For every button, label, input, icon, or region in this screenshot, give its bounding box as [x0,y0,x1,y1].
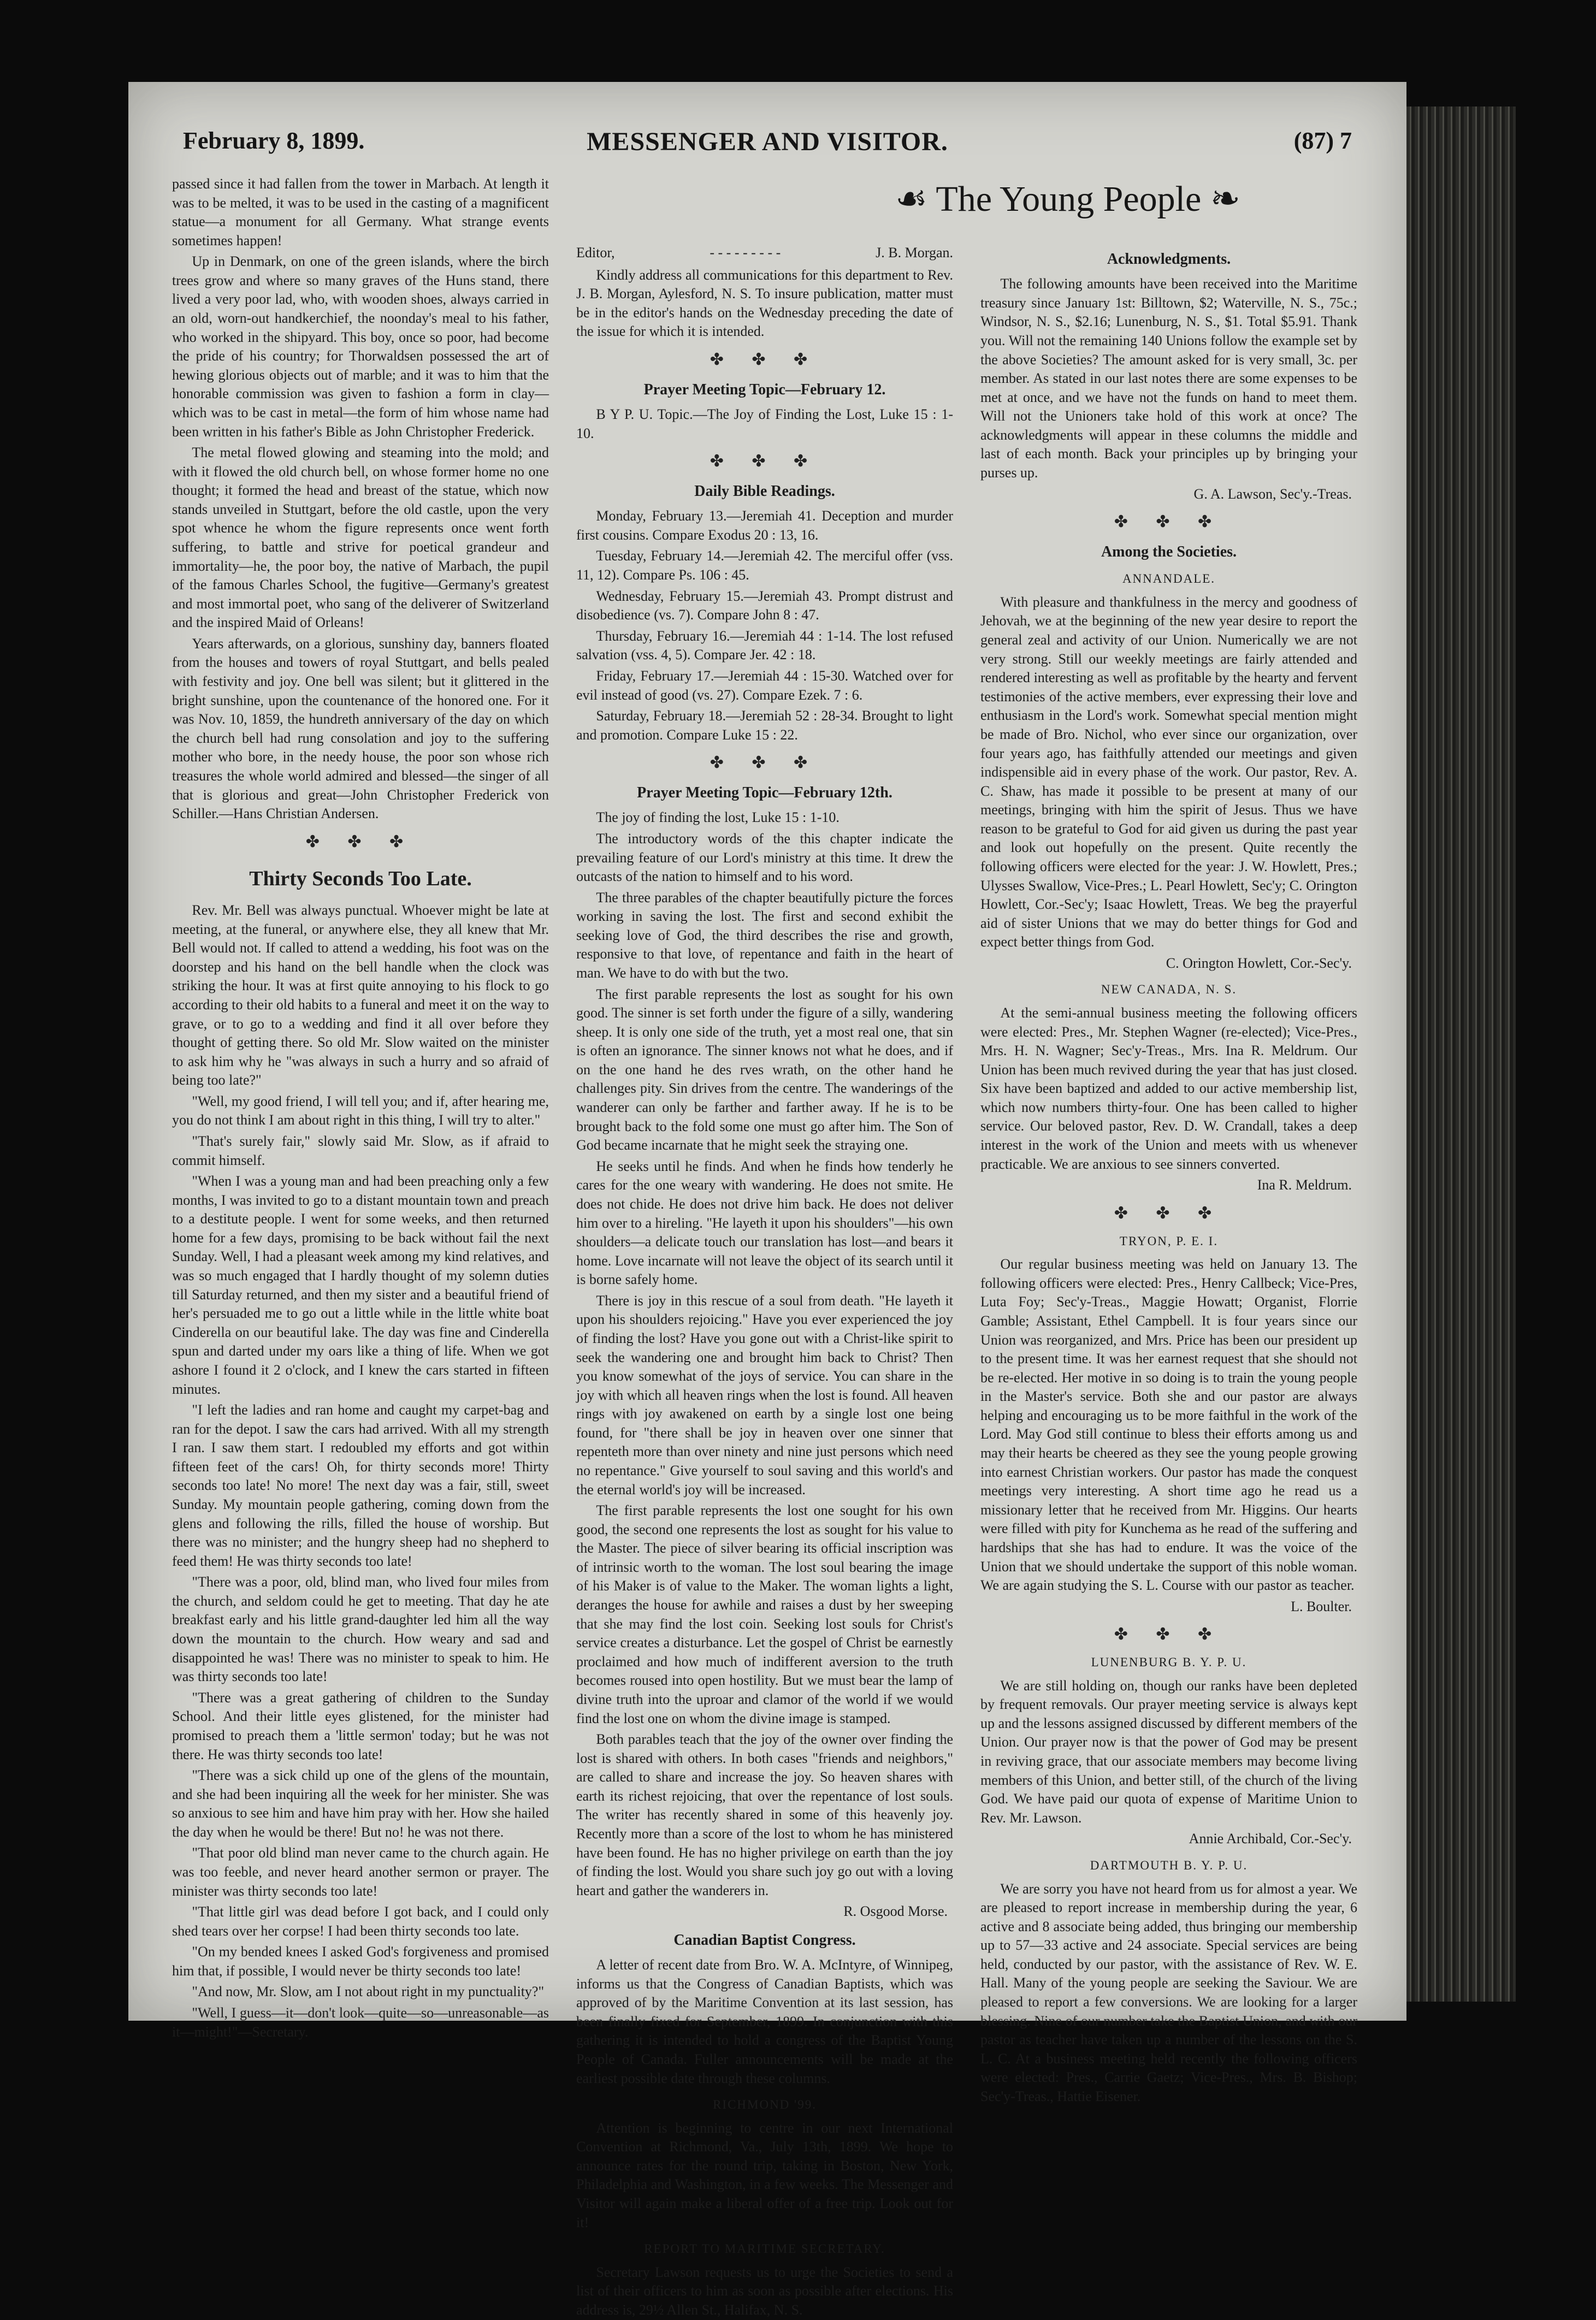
subheading: Acknowledgments. [1107,251,1231,268]
paragraph: The first parable represents the lost as sought for his own good. The sinner is set forth under the figure of a silly, wandering sheep. It is only one side of the truth, yet a most real one, that sin is often an ignorance. The sinner knows not what he does, and if on the one hand he des rves wrath, on the other hand he challenges pity. Sin drives from the centre. The wanderings of the wanderer can only be farther and farther away. If he is to be brought back to the fold some one must go after him. The Son of God became incarnate that he might seek the straying one. [576,986,953,1153]
reading: Wednesday, February 15.—Jeremiah 43. Prompt distrust and disobedience (vs. 7). Compare John 8 : 47. [576,588,953,623]
paragraph: We are sorry you have not heard from us for almost a year. We are pleased to report increase in membership during the year, 6 active and 8 associate being added, thus bringing our membership up to 57—33 active and 24 associate. Special services are being held, conducted by our pastor, with the assistance of Rev. W. E. Hall. Many of the young people are seeking the Saviour. We are pleased to report a few conversions. We are looking for a larger blessing. Nine of our number take the Baptist Union, and with our pastor as teacher have taken up a number of the lessons on the S. L. C. At a business meeting held recently the following officers were elected: Pres., Carrie Gaetz; Vice-Pres., Mrs. B. Bishop; Sec'y-Treas., Hattie Eisener. [980,1880,1357,2104]
signature: G. A. Lawson, Sec'y.-Treas. [1193,486,1352,502]
reading: Saturday, February 18.—Jeremiah 52 : 28-34. Brought to light and promotion. Compare Luke 15 : 22. [576,708,953,743]
separator-ornament: ✤ ✤ ✤ [1114,1204,1224,1222]
page-header [183,127,1352,165]
signature: C. Orington Howlett, Cor.-Sec'y. [1166,955,1352,971]
editor-dashes: - - - - - - - - - [710,245,781,261]
paragraph: Up in Denmark, on one of the green islands, where the birch trees grow and where so many graves of the Huns stand, there lived a very poor lad, who, with wooden shoes, always carried in an old, worn-out handkerchief, the noonday's meal to his father, who worked in the shipyard. This boy, once so poor, had become the pride of his country; for Thorwaldsen possessed the art of hewing glorious objects out of marble; and it was to him that the honorable commission was given to fashion a form in clay—which was to be cast in metal—the form of him whose name had been written in his father's Bible as John Christopher Frederick. [172,253,549,440]
separator-ornament: ✤ ✤ ✤ [305,832,416,851]
paragraph: A letter of recent date from Bro. W. A. McIntyre, of Winnipeg, informs us that the Congress of Canadian Baptists, which was approved of by the Maritime Convention at its last session, has been finally fixed for September, 1899. In conjunction with this gathering it is intended to hold a congress of the Baptist Young People of Canada. Fuller announcements will be made at the earliest possible date through these columns. [576,1957,953,2086]
paragraph: The introductory words of the this chapter indicate the prevailing feature of our Lord's ministry at this time. It drew the outcasts of the nation to himself and to his word. [576,830,953,885]
separator-ornament: ✤ ✤ ✤ [1114,513,1224,531]
paragraph: "I left the ladies and ran home and caught my carpet-bag and ran for the depot. I saw the cars had arrived. With all my strength I ran. I saw them start. I redoubled my efforts and got within fifteen feet of the cars! Oh, for thirty seconds more! Thirty seconds too late! No more! The next day was a fair, still, sweet Sunday. My mountain people gathering, coming down from the glens and following the rills, filled the house of worship. But there was no minister; and the hungry sheep had no shepherd to feed them! He was thirty seconds too late! [172,1402,549,1569]
subheading: Canadian Baptist Congress. [673,1931,856,1949]
signature: Annie Archibald, Cor.-Sec'y. [1189,1831,1352,1847]
paragraph: The first parable represents the lost one sought for his own good, the second one represents the lost as sought for his value to the Master. The piece of silver bearing its official inscription was of intrinsic worth to the woman. The lost soul bearing the image of his Maker is of value to the Maker. The woman lights a light, deranges the house for awhile and raises a dust by her sweeping that she may find the lost coin. Seeking lost souls for Christ's service creates a disturbance. Let the gospel of Christ be earnestly proclaimed and how much of indifferent aversion to the truth becomes roused into open hostility. But we must bear the lamp of divine truth into the uproar and clamor of the world if we would find the lost one on whom the divine image is stamped. [576,1502,953,1726]
paragraph: "There was a great gathering of children to the Sunday School. And their little eyes glistened, for the minister had promised to preach them a 'little sermon' today; but he was not there. He was thirty seconds too late! [172,1689,549,1762]
separator-ornament: ✤ ✤ ✤ [710,452,820,471]
reading: Thursday, February 16.—Jeremiah 44 : 1-14. The lost refused salvation (vss. 4, 5). Compare Jer. 42 : 18. [576,628,953,663]
subheading: Prayer Meeting Topic—February 12th. [637,784,892,802]
subheading: LUNENBURG B. Y. P. U. [1091,1655,1247,1670]
paragraph: Both parables teach that the joy of the owner over finding the lost is shared with others. In both cases "friends and neighbors," are called to share and increase the joy. So heaven shares with earth its richest rejoicing, that over the repentance of lost souls. The writer has recently shared in some of this heavenly joy. Recently more than a score of the lost to whom he has ministered have been found. He has no higher privilege on earth than the joy of finding the lost. Would you share such joy go out with a loving heart and gather the wanderers in. [576,1731,953,1898]
editor-label: Editor, [576,245,615,261]
signature: L. Boulter. [1291,1598,1352,1614]
paragraph: "Well, my good friend, I will tell you; and if, after hearing me, you do not think I am about right in this thing, I will try to alter." [172,1093,549,1128]
paragraph: "That little girl was dead before I got back, and I could only shed tears over her corpse! I had been thirty seconds too late. [172,1904,549,1939]
paragraph: Years afterwards, on a glorious, sunshiny day, banners floated from the houses and towers of royal Stuttgart, and bells pealed with festivity and joy. One bell was silent; but it glittered in the bright sunshine, upon the countenance of the honored one. For it was Nov. 10, 1859, the hundreth anniversary of the day on which the church bell had rung consolation and joy to the suffering mother who bore, in the needy house, the poor son whose rich treasures the whole world admired and blessed—the singer of all that is glorious and great—John Christopher Frederick von Schiller.—Hans Christian Andersen. [172,635,549,822]
paragraph: He seeks until he finds. And when he finds how tenderly he cares for the one weary with wandering. He does not smite. He does not chide. He does not drive him back. He does not deliver him over to a hireling. "He layeth it upon his shoulders"—his own shoulders—a delicate touch our translation has lost—and bears it home. Love incarnate will not leave the object of its search until it is borne safely home. [576,1158,953,1288]
subheading: DARTMOUTH B. Y. P. U. [1090,1858,1248,1872]
signature: R. Osgood Morse. [843,1903,948,1920]
newspaper-page [128,82,1406,2318]
paragraph: Kindly address all communications for this department to Rev. J. B. Morgan, Aylesford, N. S. To insure publication, matter must be in the editor's hands on the Wednesday preceding the date of the issue for which it is intended. [576,267,953,340]
section-title: The Young People [936,179,1202,219]
subheading: ANNANDALE. [1122,572,1216,586]
issue-date: February 8, 1899. [183,127,365,154]
paragraph: "On my bended knees I asked God's forgiveness and promised him that, if possible, I would never be thirty seconds too late! [172,1944,549,1979]
subheading: RICHMOND '99. [713,2098,817,2112]
ornament-left-icon: ☙ [895,179,928,219]
separator-ornament: ✤ ✤ ✤ [710,350,820,369]
column-3 [980,240,1357,2104]
subheading: TRYON, P. E. I. [1119,1234,1219,1248]
story-title: Thirty Seconds Too Late. [249,867,472,890]
paragraph: Our regular business meeting was held on January 13. The following officers were elected: Pres., Henry Callbeck; Vice-Pres, Luta Foy; Sec'y-Treas., Maggie Howatt; Organist, Florrie Gamble; Assistant, Ethel Campbell. It is four years since our Union was reorganized, and Mrs. Price has been our president up to the present time. It was her earnest request that she should not be re-elected. Her motive in so doing is to train the young people in the Master's service. Both she and our pastor are always helping and encouraging us to be more faithful in the work of the Lord. May God still continue to bless their efforts among us and may their hearts be cheered as they see the young people growing into earnest Christian workers. Our pastor has made the conquest meetings very interesting. A short time ago he read us a missionary letter that he received from Mr. Higgins. Our hearts were filled with pity for Kunchema as he read of the suffering and hardships that she has had to endure. It was the voice of the Union that we should undertake the support of this noble woman. We are again studying the S. L. Course with our pastor as teacher. [980,1256,1357,1594]
paragraph: "Well, I guess—it—don't look—quite—so—unreasonable—as it—might!"—Secretary. [172,2005,549,2040]
paragraph: "There was a poor, old, blind man, who lived four miles from the church, and seldom could he get to meeting. That day he ate breakfast early and his little grand-daughter led him all the way down the mountain to the church. How weary and sad and disappointed he was! There was no minister to speak to him. He was thirty seconds too late! [172,1574,549,1685]
page-number: (87) 7 [1293,127,1352,154]
subheading: Daily Bible Readings. [694,483,835,500]
reading: Friday, February 17.—Jeremiah 44 : 15-30. Watched over for evil instead of good (vs. 27). Compare Ezek. 7 : 6. [576,667,953,703]
book-spine [1406,106,1516,2002]
paragraph: B Y P. U. Topic.—The Joy of Finding the Lost, Luke 15 : 1-10. [576,406,953,441]
subheading: Prayer Meeting Topic—February 12. [643,381,886,398]
paragraph: Secretary Lawson requests us to urge the Societies to send a list of their officers to him as soon as possible after elections. His address is, 29½ Allen St., Halifax, N. S. [576,2264,953,2318]
paragraph: "When I was a young man and had been preaching only a few months, I was invited to go to a distant mountain town and preach to a destitute people. I went for some weeks, and then returned home for a few days, promising to be back without fail the next Sunday. Well, I had a pleasant week among my kind relatives, and was so much engaged that I hardly thought of my solemn duties till Saturday returned, and then my sister and a beautiful friend of her's persuaded me to go out a little while in the little white boat Cinderella on our beautiful lake. The day was fine and Cinderella spun and darted under my oars like a thing of life. When we got ashore I found it 2 o'clock, and I knew the cars started in fifteen minutes. [172,1173,549,1397]
paragraph: The following amounts have been received into the Maritime treasury since January 1st: Billtown, $2; Waterville, N. S., 75c.; Windsor, N. S., $2.16; Lunenburg, N. S., $1. Total $5.91. Thank you. Will not the remaining 140 Unions follow the example set by the above Societies? The amount asked for is very small, 3c. per member. As stated in our last notes there are some expenses to be met at once, and we have not the funds on hand to meet them. Will not the Unioners take hold of this work at once? The acknowledgments will appear in these columns the middle and last of each month. Back your principles up by bringing your purses up. [980,276,1357,481]
paragraph: "That's surely fair," slowly said Mr. Slow, as if afraid to commit himself. [172,1133,549,1168]
editor-line [576,244,953,263]
separator-ornament: ✤ ✤ ✤ [710,754,820,772]
reading: Monday, February 13.—Jeremiah 41. Deception and murder first cousins. Compare Exodus 20 : 13, 16. [576,508,953,543]
paragraph: With pleasure and thankfulness in the mercy and goodness of Jehovah, we at the beginning of the new year desire to report the general zeal and activity of our Union. Numerically we are not very strong. Still our weekly meetings are fairly attended and rendered interesting as well as profitable by the hearty and fervent testimonies of the active members, ever expressing their love and enthusiasm in the Lord's work. Somewhat special mention might be made of Bro. Nichol, who ever since our organization, over four years ago, has faithfully attended our meetings and given indispensible aid in every phase of the work. Our pastor, Rev. A. C. Shaw, has made it possible to be present at many of our meetings, bringing with him the spirit of Jesus. Thus we have reason to be grateful to God for aid given us during the past year and look out hopefully on the present. Quite recently the following officers were elected for the year: J. W. Howlett, Pres.; Ulysses Swallow, Vice-Pres.; L. Pearl Howlett, Sec'y; C. Orington Howlett, Cor.-Sec'y; Isaac Howlett, Treas. We beg the prayerful aid of sister Unions that we may do better things for God and expect better things from God. [980,594,1357,950]
separator-ornament: ✤ ✤ ✤ [1114,1625,1224,1644]
paragraph: "There was a sick child up one of the glens of the mountain, and she had been inquiring all the week for her minister. She was so anxious to see him and have him pray with her. How she hailed the day when he would be there! But no! he was not there. [172,1767,549,1840]
paragraph: At the semi-annual business meeting the following officers were elected: Pres., Mr. Stephen Wagner (re-elected); Vice-Pres., Mrs. H. N. Wagner; Sec'y-Treas., Mrs. Ina R. Meldrum. Our Union has been much revived during the year that has just closed. Six have been baptized and added to our active membership list, which now numbers thirty-four. One has been called to higher service. Our beloved pastor, Rev. D. W. Crandall, takes a deep interest in the work of the Union and meets with us whenever practicable. We are anxious to see sinners converted. [980,1005,1357,1172]
paragraph: We are still holding on, though our ranks have been depleted by frequent removals. Our prayer meeting service is always kept up and the lessons assigned discussed by different members of the Union. Our prayer now is that the power of God may be present in reviving grace, that our associate members may become living members of this Union, and better still, of the church of the living God. We have paid our quota of expense of Maritime Union to Rev. Mr. Lawson. [980,1677,1357,1826]
masthead: MESSENGER AND VISITOR. [587,127,948,156]
paragraph: Rev. Mr. Bell was always punctual. Whoever might be late at meeting, at the funeral, or anywhere else, they all knew that Mr. Bell would not. If called to attend a wedding, his foot was on the doorstep and his hand on the bell handle when the clock was striking the hour. It was at first quite annoying to his flock to go according to their old habits to a funeral and meet it on the way to grave, or to go to a wedding and find it all over before they thought of getting there. So old Mr. Slow waited on the minister to ask him why he "was always in such a hurry and so afraid of being too late?" [172,902,549,1088]
signature: Ina R. Meldrum. [1257,1177,1352,1193]
paragraph: "That poor old blind man never came to the church again. He was too feeble, and never heard another sermon or prayer. The minister was thirty seconds too late! [172,1845,549,1899]
subheading: REPORT TO MARITIME SECRETARY. [644,2242,885,2256]
subheading: NEW CANADA, N. S. [1101,983,1237,997]
paragraph: "And now, Mr. Slow, am I not about right in my punctuality?" [192,1984,545,2000]
paragraph: The joy of finding the lost, Luke 15 : 1-10. [596,809,840,826]
editor-name: J. B. Morgan. [876,245,953,261]
paragraph: The metal flowed glowing and steaming into the mold; and with it flowed the old church bell, on whose former home no one thought; it formed the head and breast of the statue, which now stands unveiled in Stuttgart, before the old castle, upon the very spot whence he whom the figure represents once went forth suffering, to battle and strive for poetical grandeur and immortality—he, the poor boy, the native of Marbach, the pupil of the famous Charles School, the fugitive—Germany's greatest and most immortal poet, who sang of the deliverer of Switzerland and the inspired Maid of Orleans! [172,445,549,631]
paragraph: The three parables of the chapter beautifully picture the forces working in saving the lost. The first and second exhibit the seeking love of God, the third describes the rise and growth, responsive to that love, of repentance and faith in the heart of man. We have to do with but the two. [576,889,953,981]
paragraph: passed since it had fallen from the tower in Marbach. At length it was to be melted, it was to be used in the casting of a magnificent statue—a monument for all Germany. What strange events sometimes happen! [172,176,549,248]
paragraph: Attention is beginning to centre in our next International Convention at Richmond, Va., July 13th, 1899. We hope to announce rates for the round trip, taking in Boston, New York, Philadelphia and Washington, in a few weeks. The Messenger and Visitor will again make a liberal offer of a free trip. Look out for it! [576,2120,953,2230]
ornament-right-icon: ❧ [1210,179,1241,219]
reading: Tuesday, February 14.—Jeremiah 42. The merciful offer (vss. 11, 12). Compare Ps. 106 : 45. [576,548,953,583]
paragraph: There is joy in this rescue of a soul from death. "He layeth it upon his shoulders rejoicing." Have you ever experienced the joy of finding the lost? Have you gone out with a Christ-like spirit to seek the wandering one and brought him back to Christ? Then you know somewhat of the joys of service. You can share in the joy with which all heaven rings when the lost is found. All heaven rings with joy awakened on earth by a single lost one being found, for "there shall be joy in heaven over one sinner that repenteth more than over ninety and nine just persons which need no repentance." Give yourself to soul saving and this world's and the eternal world's joy will be increased. [576,1292,953,1498]
section-banner [822,177,1314,220]
column-2 [576,240,953,2318]
column-1 [172,175,549,2040]
subheading: Among the Societies. [1101,543,1237,561]
